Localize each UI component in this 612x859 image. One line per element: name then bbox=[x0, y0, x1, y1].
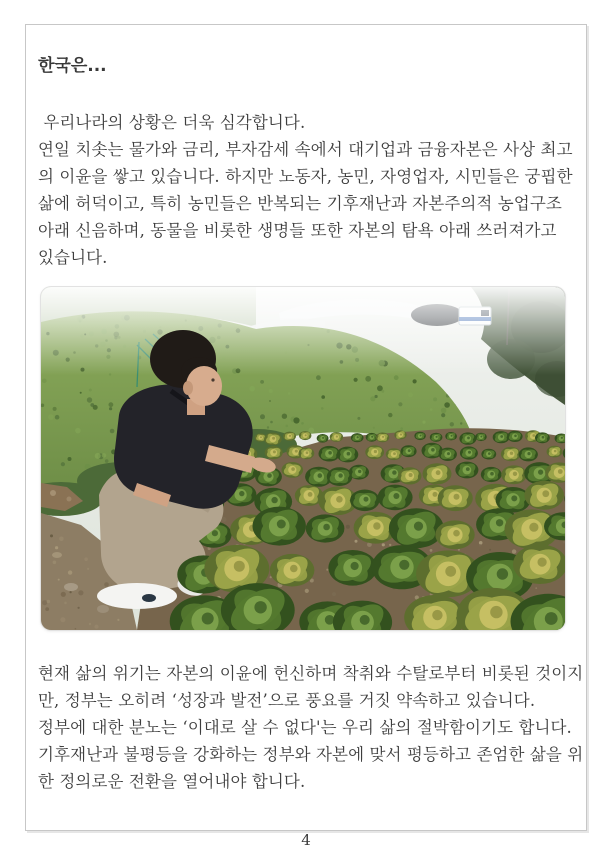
paragraph-2 bbox=[38, 660, 584, 795]
farmer-shoe bbox=[97, 583, 177, 609]
text-line: 현재 삶의 위기는 자본의 이윤에 헌신하며 착취와 수탈로부터 비롯된 것이지 bbox=[38, 664, 584, 683]
text-line: 우리나라의 상황은 더욱 심각합니다. bbox=[38, 113, 306, 132]
photo-fog bbox=[41, 287, 565, 375]
cabbage-field-photo bbox=[41, 287, 565, 630]
text-line: 연일 치솟는 물가와 금리, 부자감세 속에서 대기업과 금융자본은 사상 최고 bbox=[38, 140, 573, 159]
page-border-box bbox=[25, 24, 587, 831]
text-line: 의 이윤을 쌓고 있습니다. 하지만 노동자, 농민, 자영업자, 시민들은 궁핍한 bbox=[38, 167, 573, 186]
text-line: 아래 신음하며, 동물을 비롯한 생명들 또한 자본의 탐욕 아래 쓰러져가고 bbox=[38, 221, 557, 240]
text-line: 기후재난과 불평등을 강화하는 정부와 자본에 맞서 평등하고 존엄한 삶을 위 bbox=[38, 745, 584, 764]
text-line: 있습니다. bbox=[38, 248, 108, 267]
paragraph-1 bbox=[38, 109, 574, 271]
text-line: 정부에 대한 분노는 ‘이대로 살 수 없다'는 우리 삶의 절박함이기도 합니다. bbox=[38, 718, 572, 737]
text-line: 한 정의로운 전환을 열어내야 합니다. bbox=[38, 772, 306, 791]
text-line: 삶에 허덕이고, 특히 농민들은 반복되는 기후재난과 자본주의적 농업구조 bbox=[38, 194, 562, 213]
section-heading: 한국은... bbox=[38, 56, 107, 76]
page-number: 4 bbox=[301, 831, 311, 849]
text-line: 만, 정부는 오히려 ‘성장과 발전’으로 풍요를 거짓 약속하고 있습니다. bbox=[38, 691, 536, 710]
